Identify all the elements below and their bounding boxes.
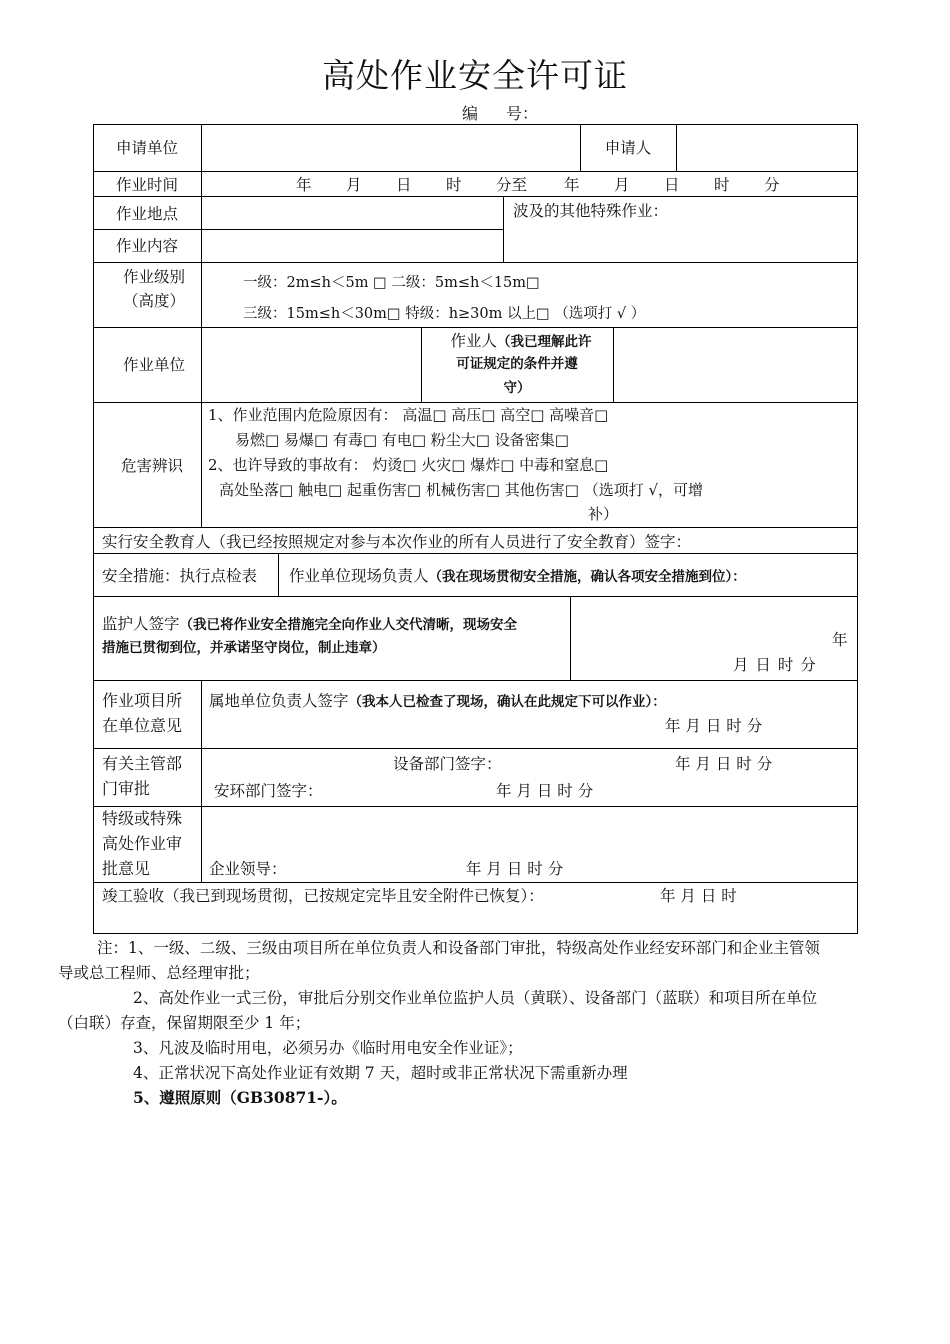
safety-education-sign[interactable]: 实行安全教育人（我已经按照规定对参与本次作业的所有人员进行了安全教育）签字：	[102, 533, 692, 551]
applicant-label: 申请人	[604, 139, 652, 157]
note-1: 注：1、一级、二级、三级由项目所在单位负责人和设备部门审批，特级高处作业经安环部门和企业主管领	[97, 939, 820, 957]
possible-accidents[interactable]: 2、也许导致的事故有： 灼烫□ 火灾□ 爆炸□ 中毒和窒息□	[208, 456, 609, 474]
company-leader-date[interactable]: 年 月 日 时 分	[466, 860, 564, 878]
time-month-2[interactable]: 月	[614, 176, 630, 194]
special-approval-label: 特级或特殊	[102, 809, 183, 828]
worker-field[interactable]	[614, 329, 857, 401]
safety-env-dept-date[interactable]: 年 月 日 时 分	[496, 782, 594, 800]
worker-label: 作业人（我已理解此许	[450, 332, 592, 350]
applicant-unit-field[interactable]	[202, 126, 579, 170]
hazard-causes-2[interactable]: 易燃□ 易爆□ 有毒□ 有电□ 粉尘大□ 设备密集□	[235, 431, 569, 449]
project-unit-label-2: 在单位意见	[102, 716, 183, 735]
time-minute-2[interactable]: 分	[764, 176, 780, 194]
note-4: 4、正常状况下高处作业证有效期 7 天，超时或非正常状况下需重新办理	[133, 1064, 628, 1082]
equipment-dept-date[interactable]: 年 月 日 时 分	[675, 755, 773, 773]
project-date[interactable]: 年 月 日 时 分	[665, 717, 763, 735]
level-label-height: （高度）	[122, 292, 185, 310]
project-unit-label: 作业项目所	[102, 691, 183, 710]
company-leader-sign[interactable]: 企业领导：	[209, 860, 287, 878]
note-2-cont: （白联）存查，保留期限至少 1 年；	[58, 1014, 311, 1032]
note-1-cont: 导或总工程师、总经理审批；	[58, 964, 260, 982]
equipment-dept-sign[interactable]: 设备部门签字：	[393, 755, 502, 773]
time-day-1[interactable]: 日	[396, 176, 412, 194]
completion-date[interactable]: 年 月 日 时	[660, 887, 737, 905]
permit-table	[93, 124, 858, 934]
time-month-1[interactable]: 月	[346, 176, 362, 194]
completion-acceptance[interactable]: 竣工验收（我已到现场贯彻，已按规定完毕且安全附件已恢复）：	[102, 887, 544, 905]
worker-declaration-2: 可证规定的条件并遵	[456, 356, 578, 372]
dept-approval-label-2: 门审批	[102, 779, 151, 798]
possible-accidents-2[interactable]: 高处坠落□ 触电□ 起重伤害□ 机械伤害□ 其他伤害□ （选项打 √，可增	[219, 481, 704, 499]
time-year-1[interactable]: 年	[296, 176, 312, 194]
time-day-2[interactable]: 日	[664, 176, 680, 194]
applicant-field[interactable]	[677, 126, 857, 170]
hazard-note: 补）	[588, 505, 619, 523]
time-hour-1[interactable]: 时	[446, 176, 462, 194]
special-approval-label-2: 高处作业审	[102, 834, 183, 853]
work-time-label: 作业时间	[115, 176, 178, 194]
time-year-2[interactable]: 年	[564, 176, 580, 194]
note-5: 5、遵照原则（GB30871-）。	[133, 1088, 347, 1107]
hazard-causes[interactable]: 1、作业范围内危险原因有： 高温□ 高压□ 高空□ 高噪音□	[208, 406, 609, 424]
serial-number: 编 号：	[461, 104, 539, 123]
time-hour-2[interactable]: 时	[714, 176, 730, 194]
hazard-label: 危害辨识	[120, 457, 183, 475]
dept-approval-label: 有关主管部	[102, 754, 183, 773]
time-minute-to[interactable]: 分至	[496, 176, 528, 194]
guardian-declaration-2: 措施已贯彻到位，并承诺坚守岗位，制止违章）	[102, 640, 386, 656]
location-label: 作业地点	[115, 205, 178, 223]
level-options-2[interactable]: 三级：15m≤h＜30m□ 特级：h≥30m 以上□ （选项打 √ ）	[243, 306, 646, 322]
special-approval-label-3: 批意见	[102, 859, 151, 878]
content-label: 作业内容	[115, 237, 178, 255]
form-title: 高处作业安全许可证	[322, 56, 628, 95]
safety-env-dept-sign[interactable]: 安环部门签字：	[214, 782, 323, 800]
work-unit-label: 作业单位	[122, 356, 185, 374]
safety-measures-label: 安全措施：执行点检表	[102, 567, 258, 585]
note-2: 2、高处作业一式三份，审批后分别交作业单位监护人员（黄联）、设备部门（蓝联）和项目所在单位	[133, 989, 818, 1007]
guardian-date[interactable]: 月 日 时 分	[733, 656, 816, 674]
site-leader-sign[interactable]: 作业单位现场负责人（我在现场贯彻安全措施，确认各项安全措施到位）：	[289, 567, 746, 585]
local-leader-sign[interactable]: 属地单位负责人签字（我本人已检查了现场，确认在此规定下可以作业）：	[209, 692, 666, 710]
level-label: 作业级别	[122, 268, 185, 286]
level-options-1[interactable]: 一级：2m≤h＜5m □ 二级：5m≤h＜15m□	[243, 275, 540, 291]
guardian-year[interactable]: 年	[832, 631, 848, 649]
worker-declaration-3: 守）	[503, 380, 531, 396]
other-special-work-label: 波及的其他特殊作业：	[513, 202, 669, 220]
applicant-unit-label: 申请单位	[115, 139, 178, 157]
guardian-sign[interactable]: 监护人签字（我已将作业安全措施完全向作业人交代清晰，现场安全	[102, 615, 518, 633]
note-3: 3、凡波及临时用电，必须另办《临时用电安全作业证》；	[133, 1039, 523, 1057]
